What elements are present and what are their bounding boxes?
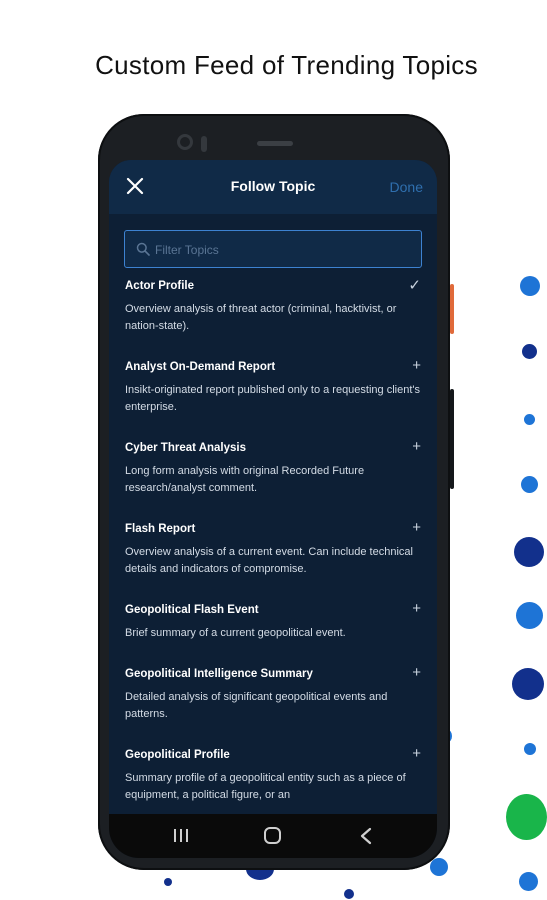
topic-title: Geopolitical Profile [125,749,230,761]
topic-description: Long form analysis with original Recorded Future research/analyst comment. [125,465,365,494]
decor-dot [522,344,537,359]
back-button[interactable] [335,814,395,858]
topic-title: Actor Profile [125,280,195,292]
topic-description: Brief summary of a current geopolitical event. [125,627,346,639]
topic-title: Cyber Threat Analysis [125,442,247,454]
plus-icon[interactable]: + [412,745,421,762]
decor-dot [164,878,172,886]
plus-icon[interactable]: + [412,664,421,681]
decor-dot [521,476,538,493]
decor-dot [430,858,448,876]
decor-dot [520,276,540,296]
topic-item-actor-profile[interactable] [109,277,437,361]
back-icon [335,814,395,858]
plus-icon[interactable]: + [412,357,421,374]
decor-dot [519,872,538,891]
decor-dot [344,889,354,899]
home-icon [243,814,303,858]
home-button[interactable] [243,814,303,858]
search-icon [136,242,150,256]
phone-side-button [450,284,454,334]
topic-item-cyber-threat-analysis[interactable] [109,438,437,523]
filter-field[interactable] [124,230,422,268]
recents-icon [151,814,211,858]
plus-icon[interactable]: + [412,519,421,536]
decor-dot [506,794,547,840]
plus-icon[interactable]: + [412,438,421,455]
check-icon[interactable]: ✓ [408,277,421,294]
filter-input[interactable] [153,231,417,268]
phone-sensor [201,136,207,152]
phone-side-button [450,389,454,489]
decor-dot [524,414,535,425]
decor-dot [524,743,536,755]
plus-icon[interactable]: + [412,600,421,617]
topic-item-geopolitical-flash-event[interactable] [109,600,437,668]
topic-title: Geopolitical Flash Event [125,604,259,616]
decor-dot [512,668,544,700]
phone-frame [98,114,450,870]
topic-list [109,277,437,830]
decor-dot [516,602,543,629]
topic-title: Geopolitical Intelligence Summary [125,668,313,680]
done-button[interactable]: Done [389,179,423,195]
topic-item-flash-report[interactable] [109,519,437,604]
recents-button[interactable] [151,814,211,858]
phone-camera [177,134,193,150]
app-screen [109,160,437,858]
topic-item-analyst-on-demand-report[interactable] [109,357,437,442]
topic-description: Detailed analysis of significant geopolitical events and patterns. [125,691,388,720]
app-bar [109,160,437,214]
topic-title: Analyst On-Demand Report [125,361,276,373]
topic-item-geopolitical-intelligence-summary[interactable] [109,664,437,749]
decor-dot [514,537,544,567]
topic-description: Overview analysis of a current event. Can include technical details and indicators of compromise. [125,546,413,575]
topic-description: Overview analysis of threat actor (criminal, hacktivist, or nation-state). [125,303,397,332]
topic-description: Summary profile of a geopolitical entity such as a piece of equipment, a political figure, or an [125,772,406,801]
system-nav-bar [109,814,437,858]
page-title: Follow Topic [230,178,316,194]
topic-description: Insikt-originated report published only to a requesting client's enterprise. [125,384,420,413]
headline: Custom Feed of Trending Topics [95,50,478,80]
phone-speaker [257,141,293,146]
topic-title: Flash Report [125,523,196,535]
